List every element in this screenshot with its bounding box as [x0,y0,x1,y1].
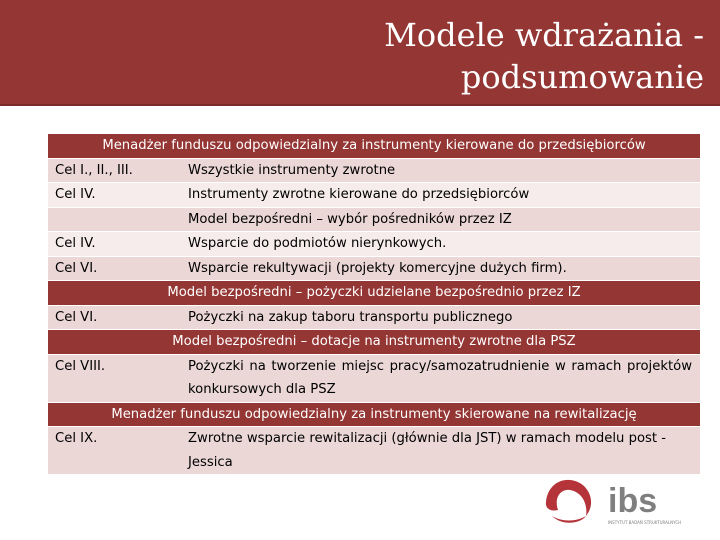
title-line-2: podsumowanie [460,58,704,96]
title-bar [0,0,720,106]
table-row [48,306,700,331]
section-header [48,403,700,428]
logo-swoosh-tail-icon [552,516,586,523]
goal-cell: Cel IV. [55,236,96,251]
description-cell: Pożyczki na tworzenie miejsc pracy/samozatrudnienie w ramach projektów konkursowych dla PSZ [188,358,692,397]
table-row [48,159,700,184]
goal-cell: Cel VI. [55,309,98,325]
summary-table [48,134,700,475]
section-header [48,281,700,306]
goal-cell: Cel IX. [55,431,98,446]
goal-cell: Cel VI. [55,260,98,276]
description-cell: Wsparcie rekultywacji (projekty komercyjne dużych firm). [188,260,567,276]
section-header-text: Menadżer funduszu odpowiedzialny za instrumenty kierowane do przedsiębiorców [102,138,646,153]
logo-swoosh-icon [546,480,591,516]
ibs-logo [540,472,686,528]
section-header-text: Model bezpośredni – dotacje na instrumenty zwrotne dla PSZ [172,334,576,349]
table-row [48,232,700,257]
description-cell: Model bezpośredni – wybór pośredników przez IZ [188,211,512,227]
section-header-text: Model bezpośredni – pożyczki udzielane bezpośrednio przez IZ [167,285,581,300]
table-row [48,257,700,282]
description-cell: Pożyczki na zakup taboru transportu publicznego [188,309,513,325]
table-row [48,427,700,475]
goal-cell: Cel VIII. [55,358,106,374]
goal-cell: Cel IV. [55,187,96,202]
table-row [48,183,700,208]
description-cell: Wsparcie do podmiotów nierynkowych. [188,236,447,251]
goal-cell [48,208,188,232]
table-row [48,208,700,233]
section-header-text: Menadżer funduszu odpowiedzialny za instrumenty skierowane na rewitalizację [111,406,637,422]
goal-cell: Cel I., II., III. [55,162,133,178]
table-row [48,355,700,403]
slide-title [184,14,704,98]
title-line-1: Modele wdrażania - [384,16,704,54]
section-header [48,330,700,355]
logo-tagline: INSTYTUT BADAŃ STRUKTURALNYCH [608,520,682,525]
description-cell: Wszystkie instrumenty zwrotne [188,162,396,178]
description-cell: Instrumenty zwrotne kierowane do przedsiębiorców [188,187,530,202]
logo-wordmark: ibs [608,482,658,520]
section-header [48,134,700,159]
description-cell: Zwrotne wsparcie rewitalizacji (głównie dla JST) w ramach modelu post -Jessica [188,431,667,470]
